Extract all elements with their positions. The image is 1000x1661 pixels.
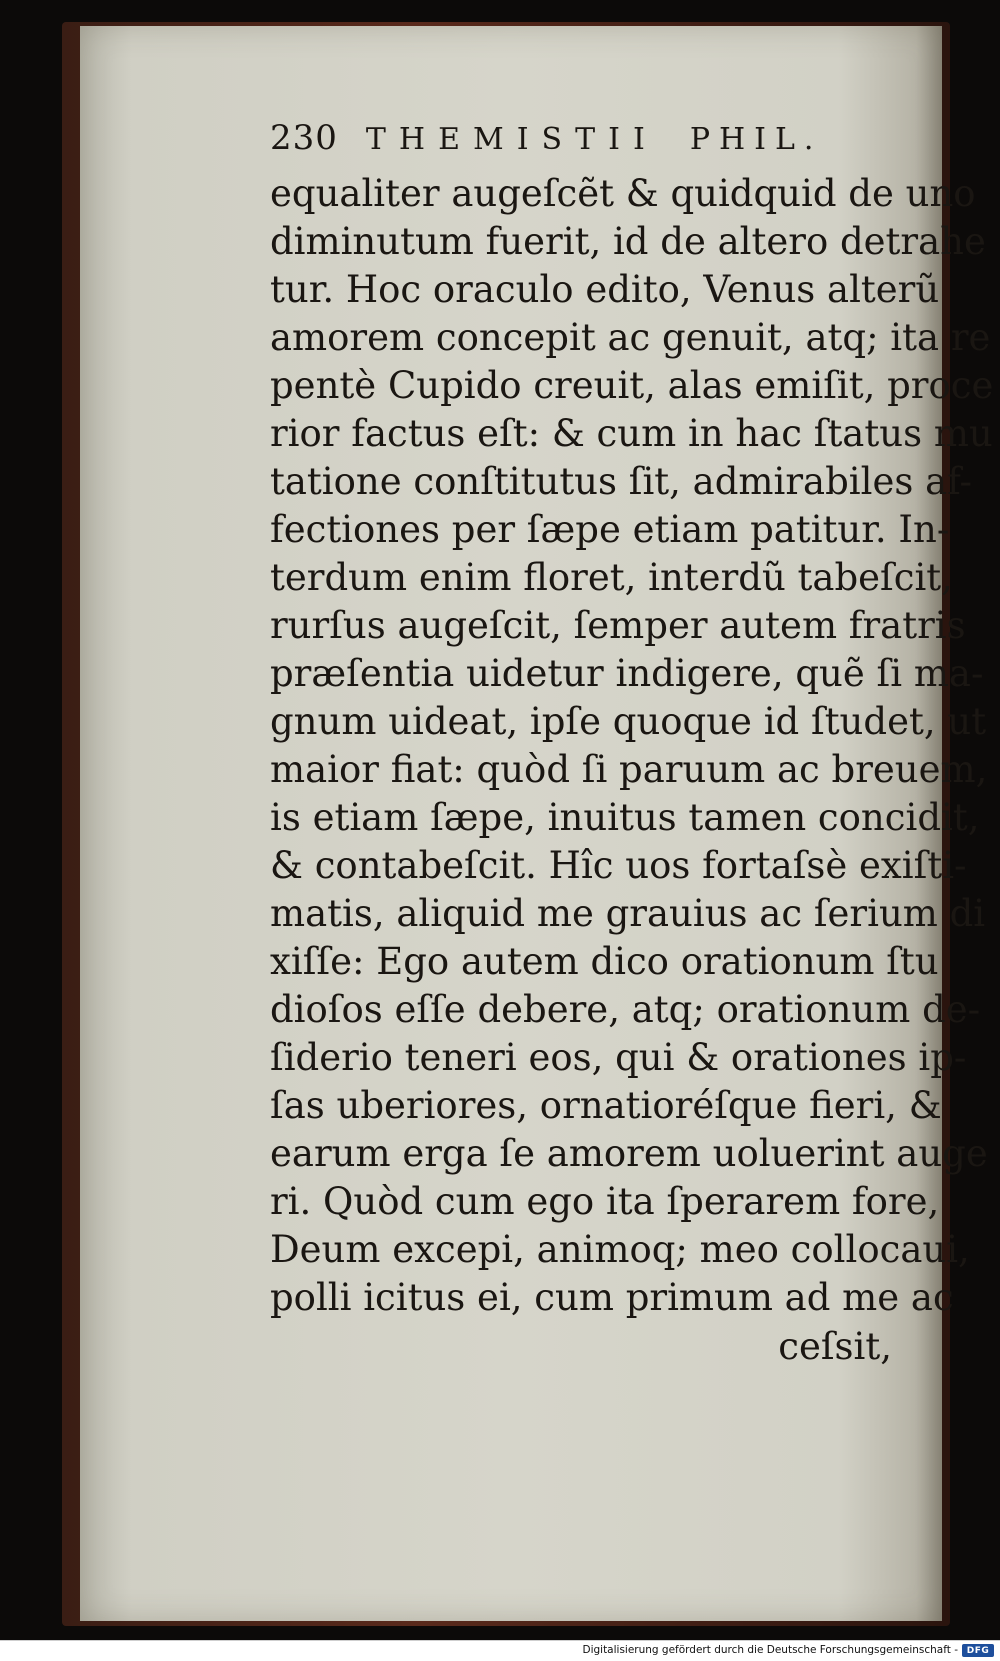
text-line: polli icitus ei, cum primum ad me ac xyxy=(270,1276,954,1319)
body-text xyxy=(270,170,994,1322)
text-line: terdum enim floret, interdũ tabeſcit, xyxy=(270,556,953,599)
digitization-footer xyxy=(0,1640,1000,1661)
text-line: dioſos eſſe debere, atq; orationum de- xyxy=(270,988,981,1031)
text-line: earum erga ſe amorem uoluerint auge xyxy=(270,1132,988,1175)
text-line: matis, aliquid me grauius ac ſerium di xyxy=(270,892,986,935)
footer-credit: Digitalisierung gefördert durch die Deutsche Forschungsgemeinschaft - xyxy=(582,1644,958,1656)
catchword: ceſsit, xyxy=(778,1325,892,1368)
text-line: diminutum fuerit, id de altero detrahe xyxy=(270,220,986,263)
text-line: pentè Cupido creuit, alas emiſit, proce xyxy=(270,364,994,407)
text-line: fectiones per ſæpe etiam patitur. In- xyxy=(270,508,950,551)
text-line: & contabeſcit. Hîc uos fortaſsè exiſti- xyxy=(270,844,967,887)
text-line: tatione conſtitutus ſit, admirabiles af- xyxy=(270,460,973,503)
text-line: ri. Quòd cum ego ita ſperarem fore, xyxy=(270,1180,940,1223)
running-subtitle: PHIL. xyxy=(689,122,823,157)
text-line: equaliter augeſcẽt & quidquid de uno xyxy=(270,172,976,215)
text-line: ſiderio teneri eos, qui & orationes ip- xyxy=(270,1036,967,1079)
text-line: gnum uideat, ipſe quoque id ſtudet, ut xyxy=(270,700,987,743)
text-line: rurſus augeſcit, ſemper autem fratris xyxy=(270,604,966,647)
running-head xyxy=(270,118,942,174)
text-line: maior fiat: quòd ſi paruum ac breuem, xyxy=(270,748,988,791)
text-line: præſentia uidetur indigere, quẽ ſi ma- xyxy=(270,652,984,695)
text-line: Deum excepi, animoq; meo collocaui, xyxy=(270,1228,970,1271)
text-line: is etiam ſæpe, inuitus tamen concidit, xyxy=(270,796,980,839)
text-line: amorem concepit ac genuit, atq; ita re xyxy=(270,316,991,359)
text-line: tur. Hoc oraculo edito, Venus alterũ xyxy=(270,268,940,311)
text-line: xiſſe: Ego autem dico orationum ſtu xyxy=(270,940,939,983)
text-line: ſas uberiores, ornatioréſque fieri, & xyxy=(270,1084,942,1127)
text-line: rior factus eſt: & cum in hac ſtatus mu xyxy=(270,412,993,455)
page-number: 230 xyxy=(270,118,338,158)
running-title: THEMISTII xyxy=(365,122,658,157)
dfg-logo: DFG xyxy=(962,1644,994,1657)
page-text-area xyxy=(270,118,994,1372)
